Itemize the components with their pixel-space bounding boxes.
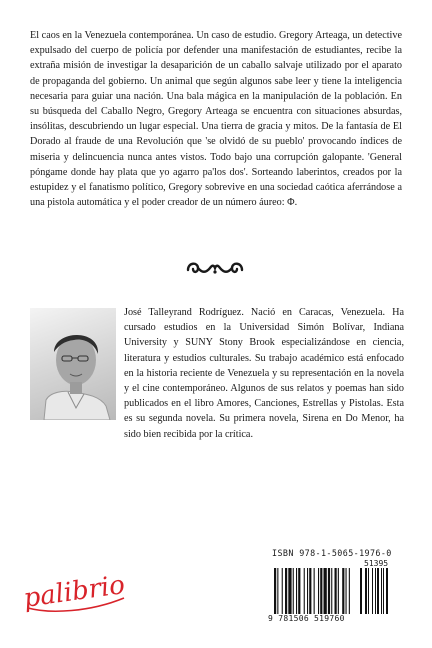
author-bio: José Talleyrand Rodríguez. Nació en Caracas, Venezuela. Ha cursado estudios en la Universidad Simón Bolívar, Indiana University y SUNY Stony Brook especializándose en ciencia, literatura y estudios culturales. Su trabajo académico está enfocado en la historia reciente de Venezuela y su representación en la novela y el cine contemporáneo. Algunos de sus relatos y poemas han sido publicados en el libro Amores, Canciones, Estrellas y Pistolas. Esta es su segunda novela. Su primera novela, Sirena en Do Menor, ha sido bien recibida por la crítica. [124,307,404,440]
ean-digits: 9 781506 519760 [268,614,345,623]
isbn-barcode [268,548,406,628]
author-photo [30,308,116,420]
svg-text:palibrio: palibrio [21,570,127,614]
isbn-text: ISBN 978-1-5065-1976-0 [272,548,392,558]
barcode-bars [268,568,406,616]
synopsis-text: El caos en la Venezuela contemporánea. Un caso de estudio. Gregory Arteaga, un detective expulsado del cuerpo de policía por defender una manifestación de estudiantes, recibe la extraña misión de investigar la desaparición de un caballo salvaje utilizado por el aparato de propaganda del gobierno. Un animal que según algunos sabe leer y tiene la inteligencia necesaria para guiar una nación. Una bala mágica en la manipulación de la población. En su búsqueda del Caballo Negro, Gregory Arteaga se encuentra con situaciones absurdas, insólitas, descubriendo un lugar especial. Una tierra de gracia y mitos. De la fantasía de El Dorado al fraude de una Revolución que 'se olvidó de su pueblo' provocando índices de miseria y delincuencia nunca antes vistos. Todo bajo una corrupción galopante. 'General póngame donde hay plata que yo agarro pa'los dos'. Sorteando laberintos, creados por la estupidez y el fanatismo político, Gregory sobrevive en una sociedad caótica aferrándose a una pistola automática y el poder creador de un número áureo: Φ. [30,30,402,209]
ornament-flourish-icon [184,258,246,278]
price-code: 51395 [364,559,389,568]
palibrio-logo [20,568,138,616]
